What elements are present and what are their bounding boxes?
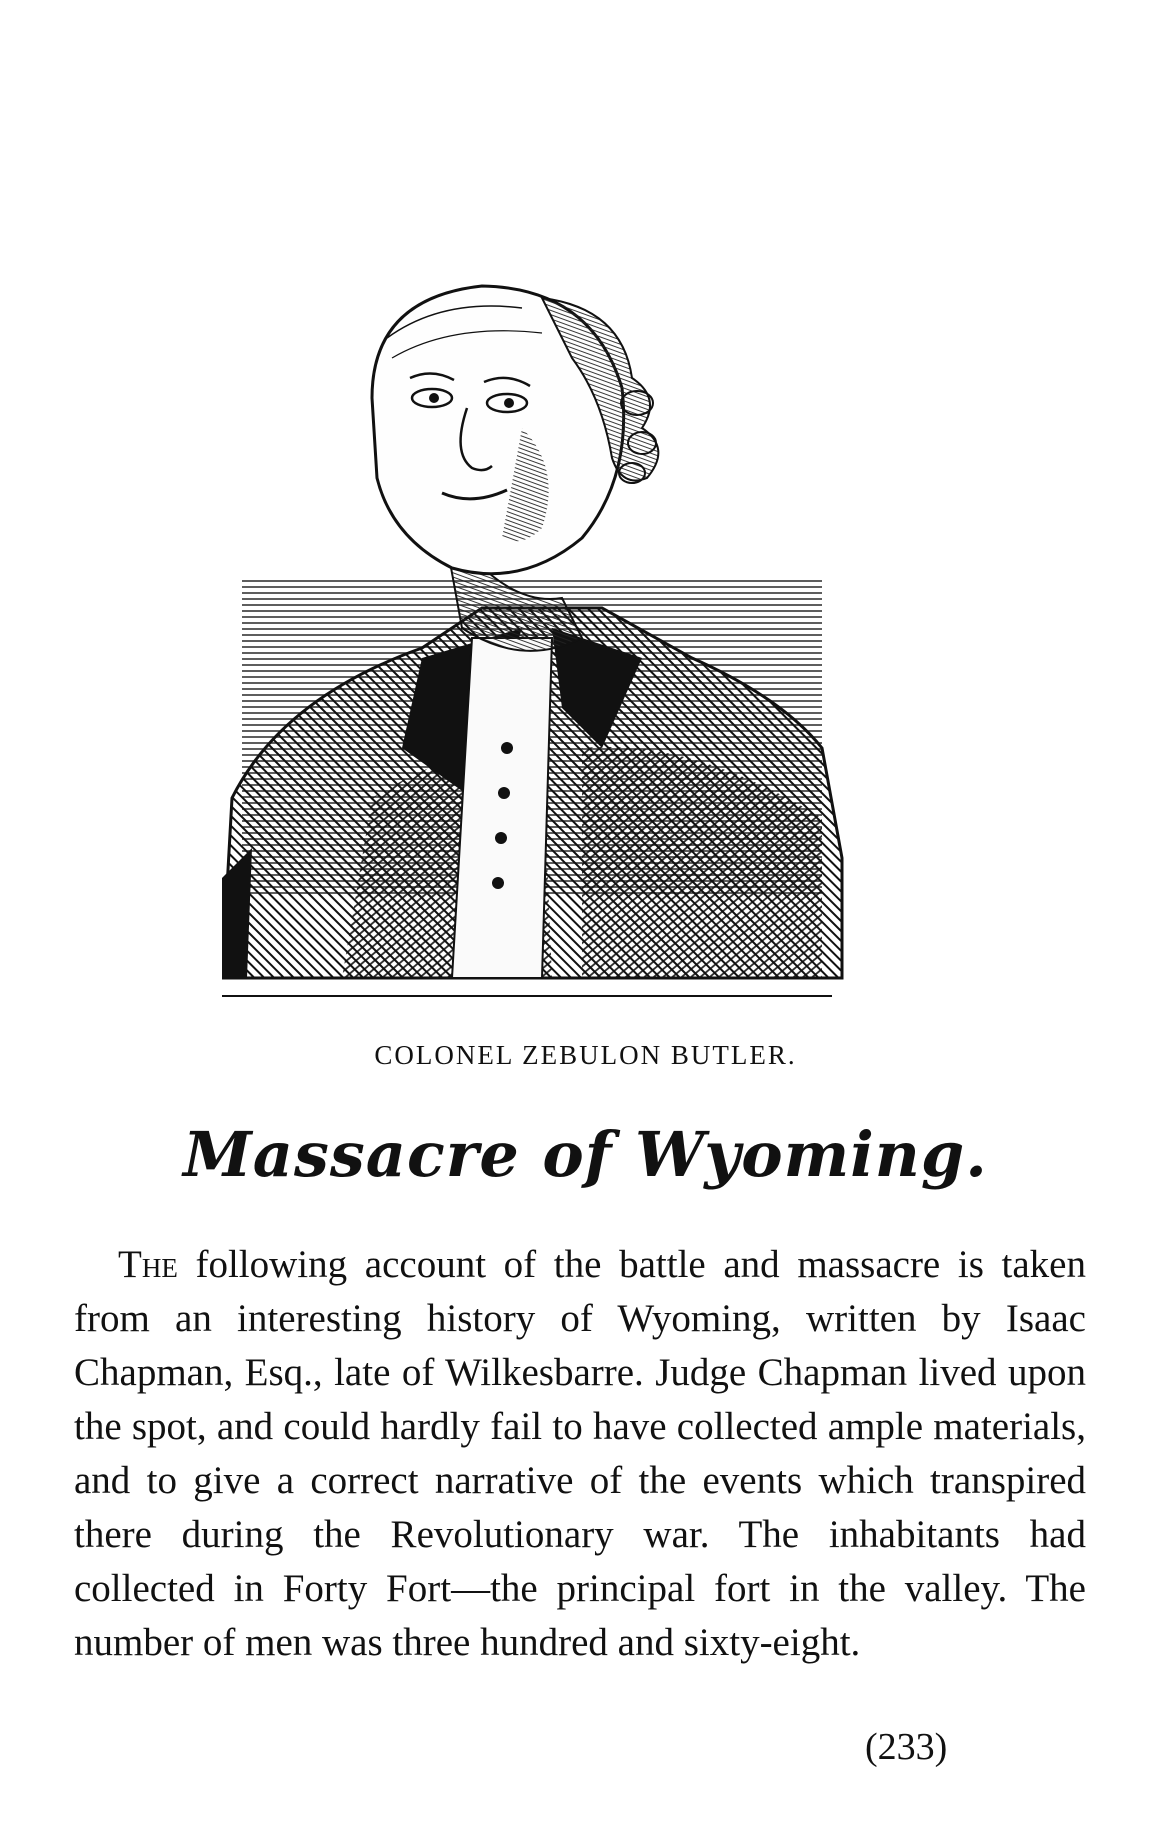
portrait-caption: COLONEL ZEBULON BUTLER. — [374, 1040, 797, 1070]
body-paragraph — [74, 1238, 1086, 1670]
page-number: (233) — [865, 1726, 948, 1768]
chapter-title: Massacre of Wyoming. — [183, 1118, 988, 1191]
portrait-engraving — [222, 278, 942, 1008]
paragraph-text: following account of the battle and massacre is taken from an interesting history of Wyoming, written by Isaac Chapman, Esq., late of Wilkesbarre. Judge Chapman lived upon the spot, and could hardly fail to have collected ample materials, and to give a correct narrative of the events which transpired there during the Revolutionary war. The inhabitants had collected in Forty Fort—the principal fort in the valley. The number of men was three hundred and sixty-eight. — [74, 1243, 1086, 1664]
lead-word: The — [118, 1243, 178, 1286]
portrait-illustration-icon — [222, 278, 942, 1008]
